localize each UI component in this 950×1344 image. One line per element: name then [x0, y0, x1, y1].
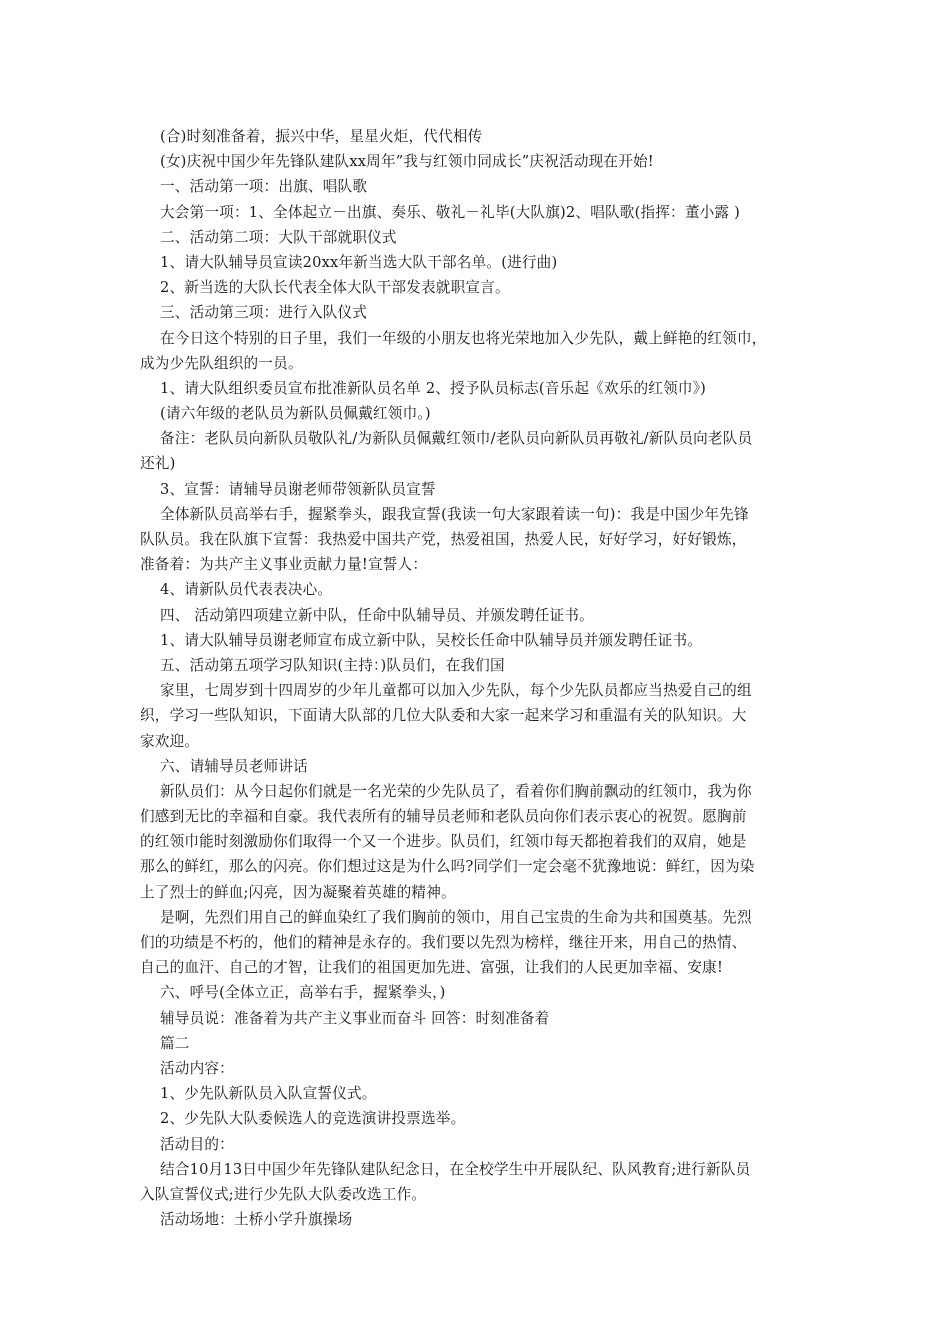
text-line: 全体新队员高举右手，握紧拳头，跟我宣誓(我读一句大家跟着读一句)：我是中国少年先锋 — [160, 505, 749, 523]
text-line: 四、 活动第四项建立新中队，任命中队辅导员、并颁发聘任证书。 — [160, 606, 594, 624]
text-line: 队队员。我在队旗下宣誓：我热爱中国共产党，热爱祖国，热爱人民，好好学习，好好锻炼， — [140, 531, 747, 548]
text-line: 二、活动第二项：大队干部就职仪式 — [160, 228, 397, 246]
text-line: 新队员们：从今日起你们就是一名光荣的少先队员了，看着你们胸前飘动的红领巾，我为你 — [160, 782, 752, 800]
text-line: 成为少先队组织的一员。 — [140, 354, 303, 372]
text-line: 自己的血汗、自己的才智，让我们的祖国更加先进、富强，让我们的人民更加幸福、安康! — [140, 959, 724, 977]
text-line: 入队宣誓仪式;进行少先队大队委改选工作。 — [140, 1185, 427, 1203]
text-line: (女)庆祝中国少年先锋队建队xx周年”我与红领巾同成长”庆祝活动现在开始! — [160, 153, 654, 171]
text-line: 1、请大队组织委员宣布批准新队员名单 2、授予队员标志(音乐起《欢乐的红领巾》) — [160, 379, 707, 397]
text-line: 家里，七周岁到十四周岁的少年儿童都可以加入少先队，每个少先队员都应当热爱自己的组 — [160, 682, 752, 700]
text-line: 活动场地：土桥小学升旗操场 — [160, 1211, 353, 1229]
text-line: 织，学习一些队知识，下面请大队部的几位大队委和大家一起来学习和重温有关的队知识。大 — [140, 707, 747, 725]
text-line: 的红领巾能时刻激励你们取得一个又一个进步。队员们，红领巾每天都抱着我们的双肩，她是 — [140, 833, 747, 851]
text-line: 上了烈士的鲜血;闪亮，因为凝聚着英雄的精神。 — [140, 883, 456, 901]
text-line: 结合10月13日中国少年先锋队建队纪念日，在全校学生中开展队纪、队风教育;进行新队员 — [160, 1160, 751, 1178]
text-line: 辅导员说：准备着为共产主义事业而奋斗 回答：时刻准备着 — [160, 1009, 550, 1027]
text-line: 2、新当选的大队长代表全体大队干部发表就职宣言。 — [160, 279, 510, 297]
text-line: 大会第一项：1、全体起立－出旗、奏乐、敬礼－礼毕(大队旗)2、唱队歌(指挥：董小露 ) — [160, 203, 740, 221]
text-line: 六、请辅导员老师讲话 — [160, 757, 308, 775]
text-line: (合)时刻准备着，振兴中华，星星火炬，代代相传 — [160, 128, 483, 145]
text-line: 准备着：为共产主义事业贡献力量!宣誓人： — [140, 556, 428, 574]
text-line: 是啊，先烈们用自己的鲜血染红了我们胸前的领巾，用自己宝贵的生命为共和国奠基。先烈 — [160, 908, 752, 926]
text-line: 家欢迎。 — [140, 732, 200, 750]
text-line: 3、宣誓：请辅导员谢老师带领新队员宣誓 — [160, 480, 436, 498]
text-line: 篇二 — [160, 1034, 190, 1052]
text-line: 备注：老队员向新队员敬队礼/为新队员佩戴红领巾/老队员向新队员再敬礼/新队员向老队员 — [160, 430, 753, 448]
text-line: 1、请大队辅导员宣读20xx年新当选大队干部名单。(进行曲) — [160, 253, 558, 271]
text-line: 五、活动第五项学习队知识(主持：)队员们，在我们国 — [160, 656, 505, 674]
text-line: 2、少先队大队委候选人的竞选演讲投票选举。 — [160, 1110, 466, 1128]
text-line: 们感到无比的幸福和自豪。我代表所有的辅导员老师和老队员向你们表示衷心的祝贺。愿胸前 — [140, 808, 747, 826]
text-line: 三、活动第三项：进行入队仪式 — [160, 304, 368, 322]
text-line: 活动内容： — [160, 1059, 234, 1077]
text-line: 4、请新队员代表表决心。 — [160, 581, 333, 599]
text-line: 们的功绩是不朽的，他们的精神是永存的。我们要以先烈为榜样，继往开来，用自己的热情、 — [140, 934, 747, 951]
text-line: 1、少先队新队员入队宣誓仪式。 — [160, 1085, 377, 1103]
text-line: (请六年级的老队员为新队员佩戴红领巾。) — [160, 405, 431, 423]
text-line: 还礼) — [140, 455, 176, 473]
text-line: 那么的鲜红，那么的闪亮。你们想过这是为什么吗?同学们一定会毫不犹豫地说：鲜红，因为染 — [140, 858, 755, 876]
text-line: 六、呼号(全体立正，高举右手，握紧拳头，) — [160, 984, 446, 1002]
text-line: 一、活动第一项：出旗、唱队歌 — [160, 178, 368, 196]
text-line: 1、请大队辅导员谢老师宣布成立新中队，吴校长任命中队辅导员并颁发聘任证书。 — [160, 631, 703, 649]
text-line: 活动目的： — [160, 1135, 234, 1153]
text-line: 在今日这个特别的日子里，我们一年级的小朋友也将光荣地加入少先队，戴上鲜艳的红领巾， — [160, 329, 767, 347]
document-body — [140, 124, 810, 1232]
